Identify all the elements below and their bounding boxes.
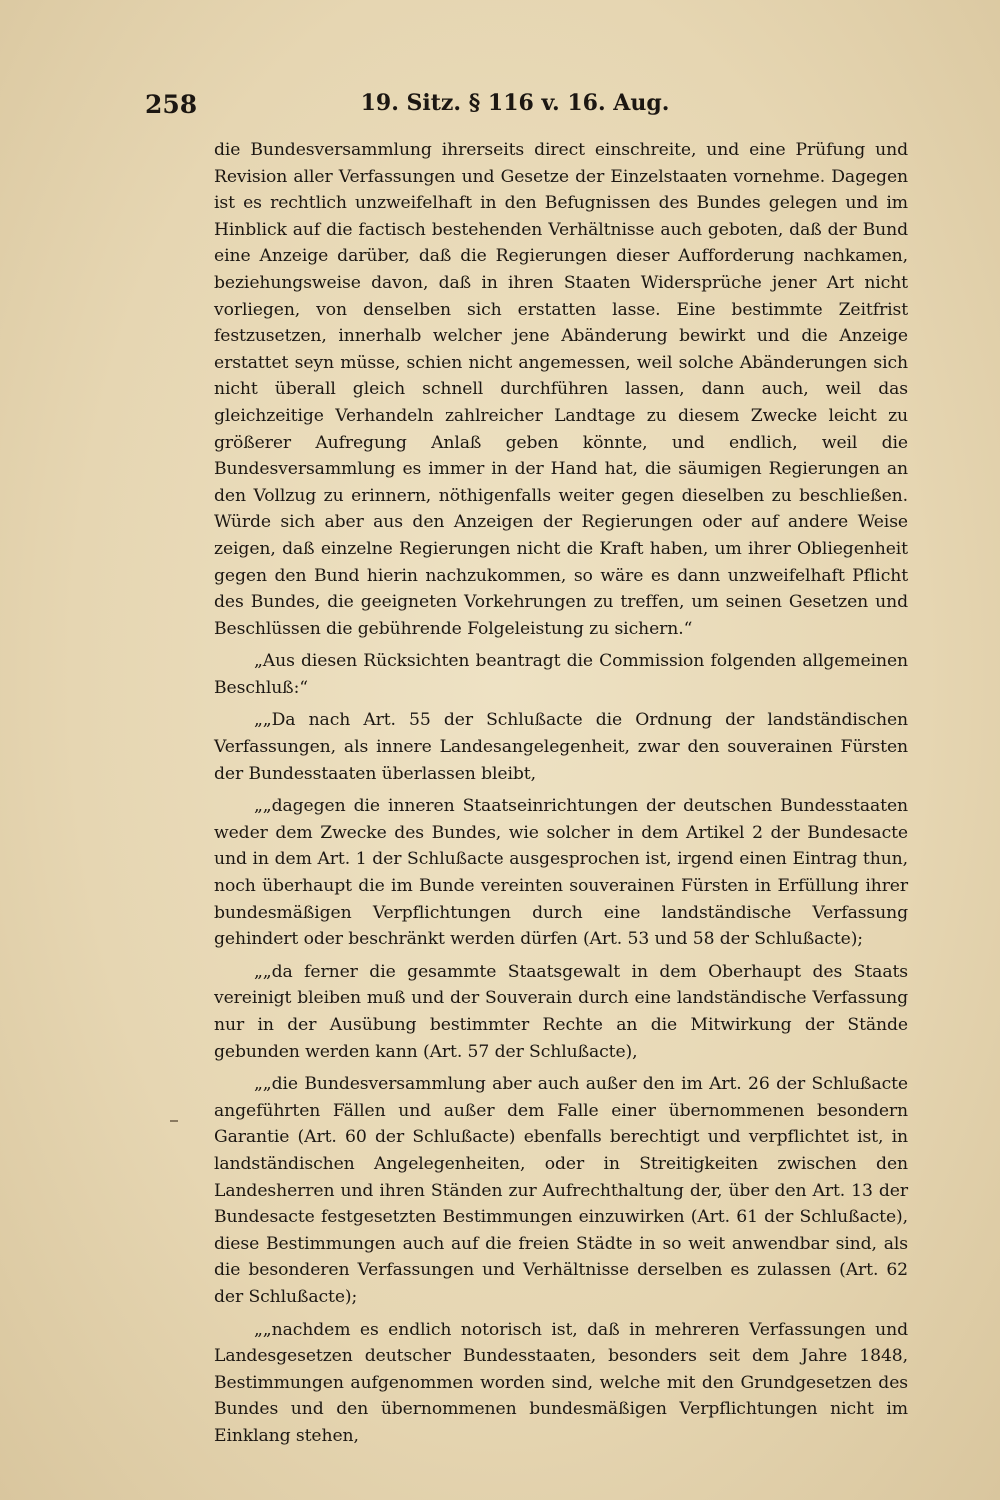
page-header [145,90,885,126]
paragraph: „„nachdem es endlich notorisch ist, daß in mehreren Verfassungen und Landesgesetzen deutscher Bundesstaaten, besonders seit dem Jahre 1848, Bestimmungen aufgenommen worden sind, welche mit den Grundgesetzen des Bundes und den übernommenen bundesmäßigen Verpflichtungen nicht im Einklang stehen, [214,1319,908,1446]
paragraph: die Bundesversammlung ihrerseits direct einschreite, und eine Prüfung und Revision aller Verfassungen und Gesetze der Einzelstaaten vornehme. Dagegen ist es rechtlich unzweifelhaft in den Befugnissen des Bundes gelegen und im Hinblick auf die factisch bestehenden Verhältnisse auch geboten, daß der Bund eine Anzeige darüber, daß die Regierungen dieser Aufforderung nachkamen, beziehungsweise davon, daß in ihren Staaten Widersprüche jener Art nicht vorliegen, von denselben sich erstatten lasse. Eine bestimmte Zeitfrist festzusetzen, innerhalb welcher jene Abänderung bewirkt und die Anzeige erstattet seyn müsse, schien nicht angemessen, weil solche Abänderungen sich nicht überall gleich schnell durchführen lassen, dann auch, weil das gleichzeitige Verhandeln zahlreicher Landtage zu diesem Zwecke leicht zu größerer Aufregung Anlaß geben könnte, und endlich, weil die Bundesversammlung es immer in der Hand hat, die säumigen Regierungen an den Vollzug zu erinnern, nöthigenfalls weiter gegen dieselben zu beschließen. Würde sich aber aus den Anzeigen der Regierungen oder auf andere Weise zeigen, daß einzelne Regierungen nicht die Kraft haben, um ihrer Obliegenheit gegen den Bund hierin nachzukommen, so wäre es dann unzweifelhaft Pflicht des Bundes, die geeigneten Vorkehrungen zu treffen, um seinen Gesetzen und Beschlüssen die gebührende Folgeleistung zu sichern.“ [214,140,908,639]
paragraph: „„die Bundesversammlung aber auch außer den im Art. 26 der Schlußacte angeführten Fällen und außer dem Falle einer übernommenen besondern Garantie (Art. 60 der Schlußacte) ebenfalls berechtigt und verpflichtet ist, in landständischen Angelegenheiten, oder in Streitigkeiten zwischen den Landesherren und ihren Ständen zur Aufrechthaltung der, über den Art. 13 der Bundesacte festgesetzten Bestimmungen einzuwirken (Art. 61 der Schlußacte), diese Bestimmungen auch auf die freien Städte in so weit anwendbar sind, als die besonderen Verfassungen und Verhältnisse derselben es zulassen (Art. 62 der Schlußacte); [214,1074,908,1307]
paragraph: „„da ferner die gesammte Staatsgewalt in dem Oberhaupt des Staats vereinigt bleiben muß und der Souverain durch eine landständische Verfassung nur in der Ausübung bestimmter Rechte an die Mitwirkung der Stände gebunden werden kann (Art. 57 der Schlußacte), [214,961,908,1062]
paragraph: „„dagegen die inneren Staatseinrichtungen der deutschen Bundesstaaten weder dem Zwecke des Bundes, wie solcher in dem Artikel 2 der Bundesacte und in dem Art. 1 der Schlußacte ausgesprochen ist, irgend einen Eintrag thun, noch überhaupt die im Bunde vereinten souverainen Fürsten in Erfüllung ihrer bundesmäßigen Verpflichtungen durch eine landständische Verfassung gehindert oder beschränkt werden dürfen (Art. 53 und 58 der Schlußacte); [214,796,908,950]
body-text [214,137,908,1450]
margin-mark [170,1120,178,1122]
paragraph: „Aus diesen Rücksichten beantragt die Commission folgenden allgemeinen Beschluß:“ [214,651,908,698]
running-head: 19. Sitz. § 116 v. 16. Aug. [360,90,670,116]
page-number: 258 [145,90,198,119]
paragraph: „„Da nach Art. 55 der Schlußacte die Ordnung der landständischen Verfassungen, als innere Landesangelegenheit, zwar den souverainen Fürsten der Bundesstaaten überlassen bleibt, [214,710,908,784]
